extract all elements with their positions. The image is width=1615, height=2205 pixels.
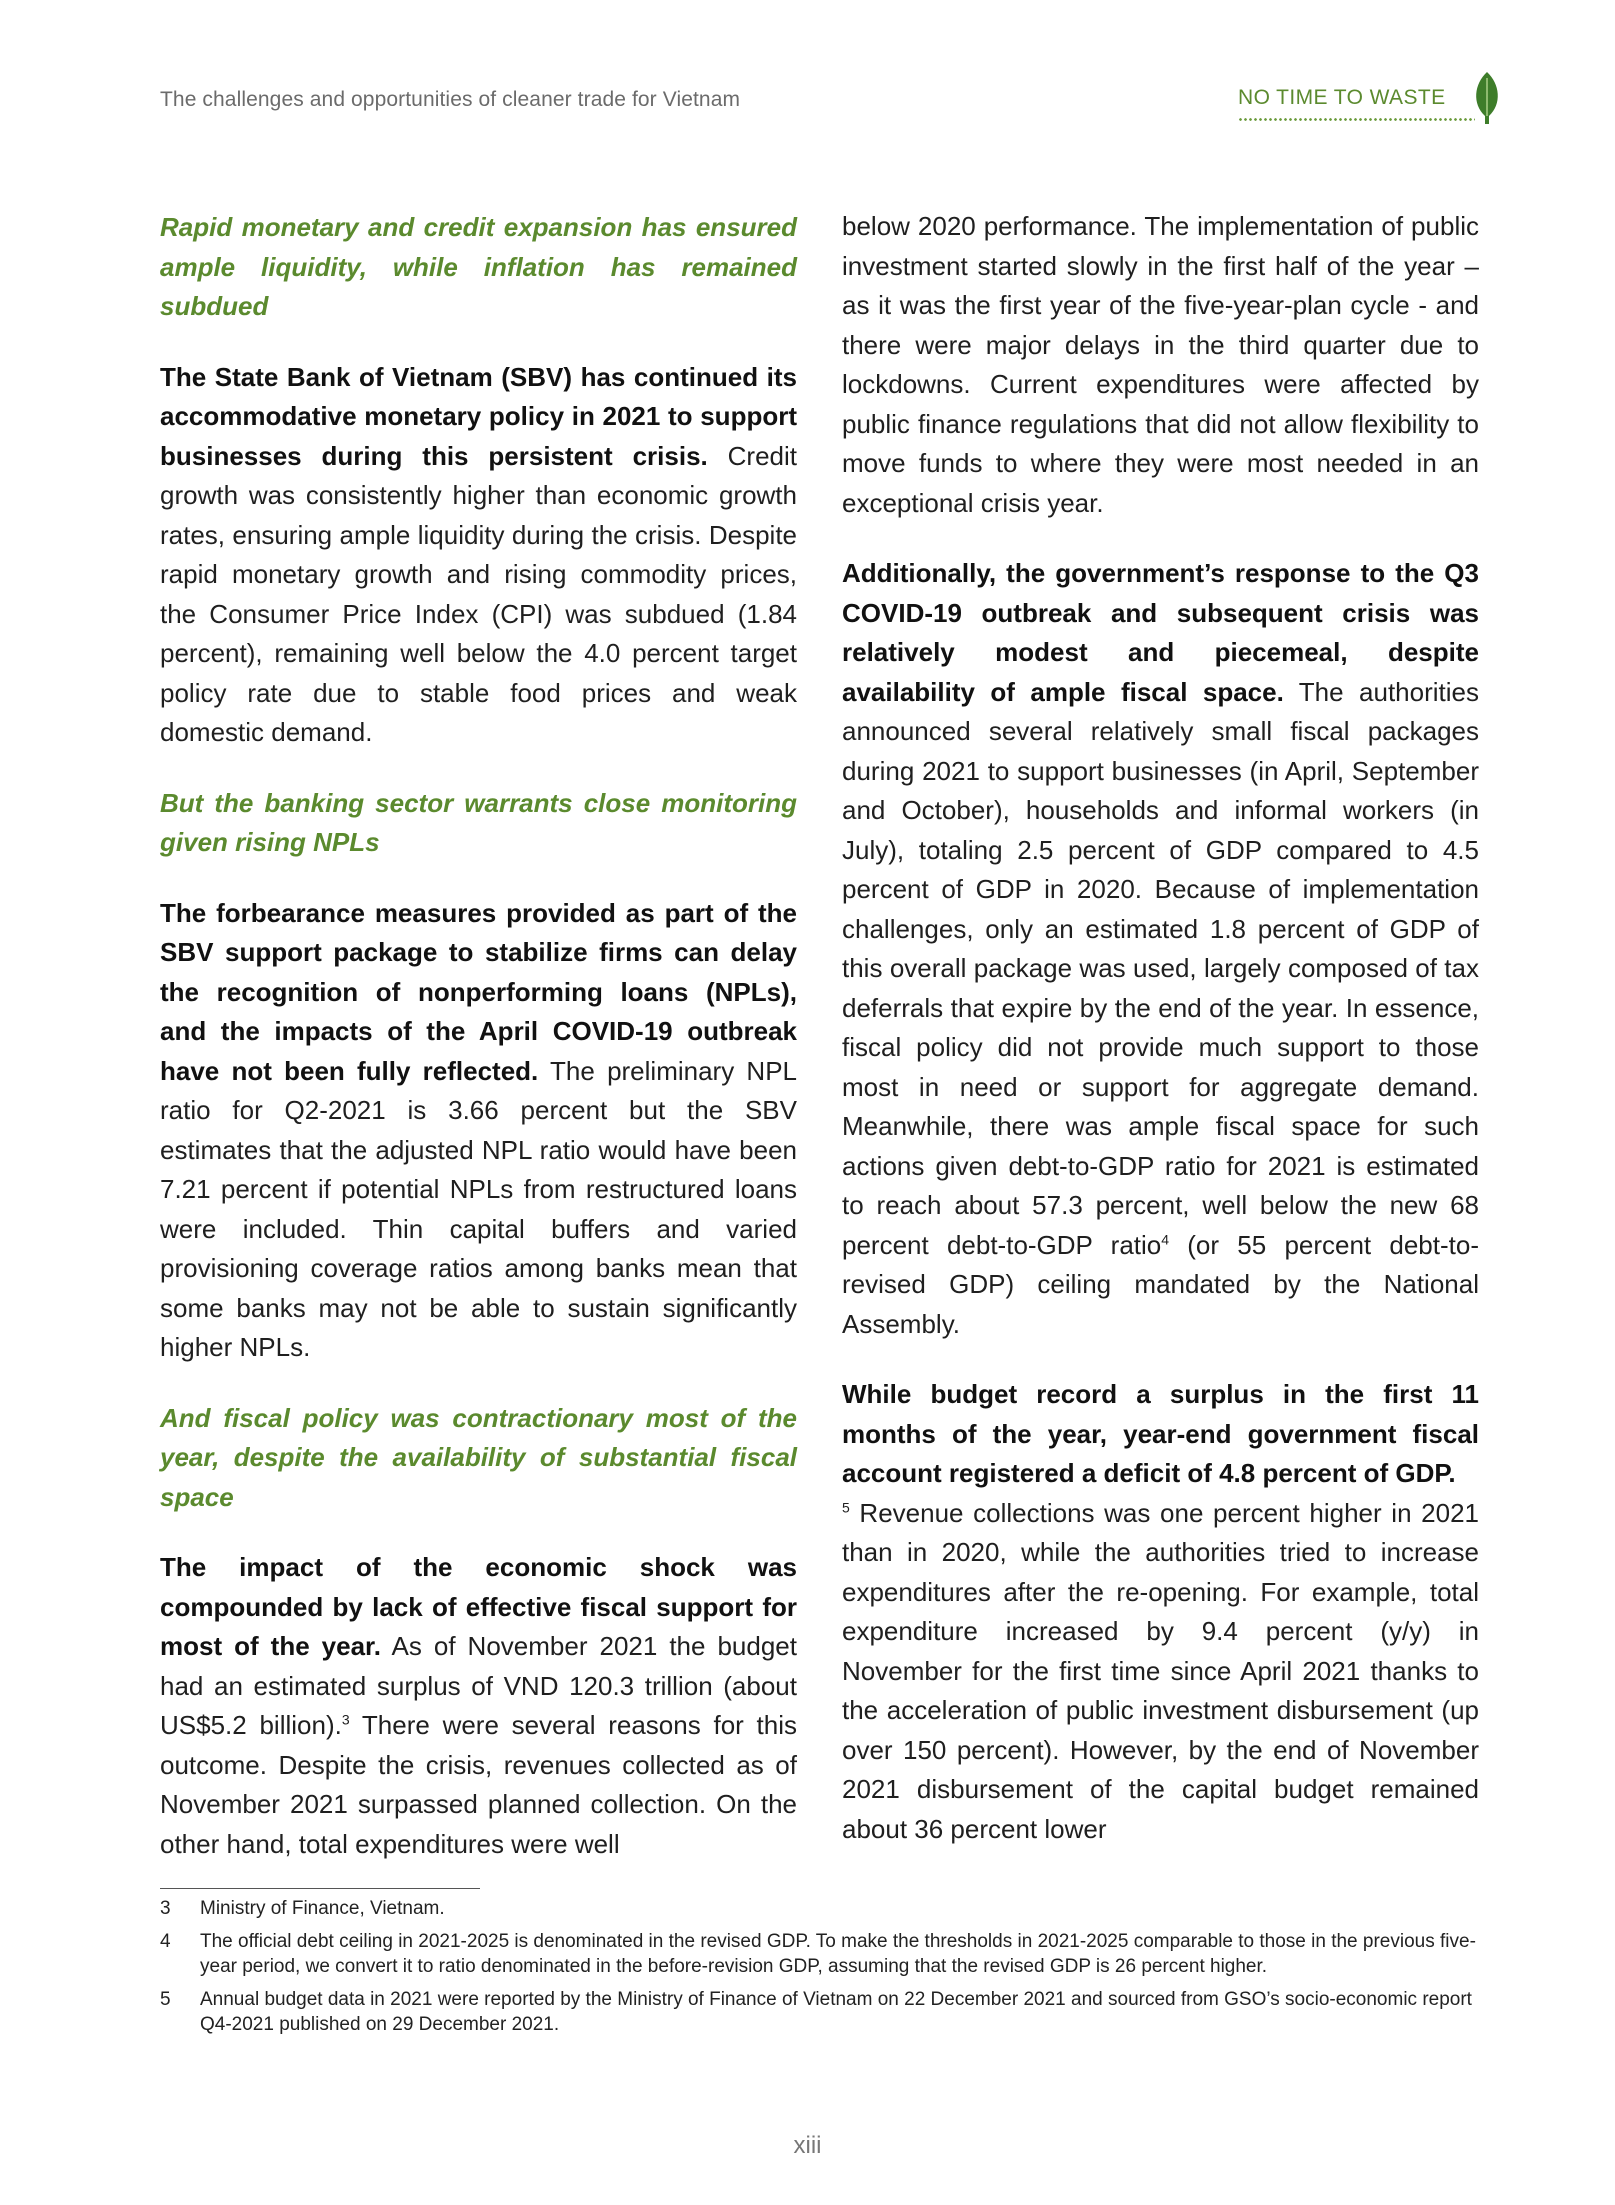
section-heading-monetary: Rapid monetary and credit expansion has ensured ample liquidity, while inflation has remained subdued xyxy=(160,212,797,321)
left-column xyxy=(160,208,797,1864)
footnote-item xyxy=(160,1929,1480,1979)
paragraph-monetary xyxy=(160,358,797,753)
section-heading-fiscal: And fiscal policy was contractionary most of the year, despite the availability of substantial fiscal space xyxy=(160,1402,797,1512)
footnote-ref-3[interactable]: 3 xyxy=(341,1711,350,1728)
paragraph-body: As of November 2021 the budget had an estimated surplus of VND 120.3 trillion (about US$5.2 billion). xyxy=(160,1631,797,1740)
right-column xyxy=(842,207,1479,1849)
paragraph-budget-deficit xyxy=(842,1375,1479,1849)
paragraph-body: The authorities announced several relatively small fiscal packages during 2021 to support businesses (in April, September and October), households and informal workers (in July), totaling 2.5 percent of GDP compared to 4.5 percent of GDP in 2020. Because of implementation challenges, only an estimated 1.8 percent of GDP of this overall package was used, largely composed of tax deferrals that expire by the end of the year. In essence, fiscal policy did not provide much support to those most in need or support for aggregate demand. Meanwhile, there was ample fiscal space for such actions given debt-to-GDP ratio for 2021 is estimated to reach about 57.3 percent, well below the new 68 percent debt-to-GDP ratio xyxy=(842,676,1479,1260)
paragraph-body: (or 55 percent debt-to-revised GDP) ceiling mandated by the National Assembly. xyxy=(842,1229,1479,1339)
footnote-number: 5 xyxy=(160,1989,171,2010)
footnote-ref-4[interactable]: 4 xyxy=(1161,1230,1170,1247)
paragraph-lead: Additionally, the government’s response to the Q3 COVID-19 outbreak and subsequent crisis was relatively modest and piecemeal, despite availability of ample fiscal space. xyxy=(842,558,1479,707)
paragraph-body: Credit growth was consistently higher than economic growth rates, ensuring ample liquidity during the crisis. Despite rapid monetary growth and rising commodity prices, the Consumer Price Index (CPI) was subdued (1.84 percent), remaining well below the 4.0 percent target policy rate due to stable food prices and weak domestic demand. xyxy=(160,440,798,747)
footnotes xyxy=(160,1896,1480,2045)
paragraph-banking xyxy=(160,894,797,1368)
page-number: xiii xyxy=(793,2132,822,2159)
section-heading-banking: But the banking sector warrants close monitoring given rising NPLs xyxy=(160,787,797,857)
paragraph-body: The preliminary NPL ratio for Q2-2021 is 3.66 percent but the SBV estimates that the adjusted NPL ratio would have been 7.21 percent if potential NPLs from restructured loans were included. Thin capital buffers and varied provisioning coverage ratios among banks mean that some banks may not be able to sustain significantly higher NPLs. xyxy=(160,1055,798,1362)
footnote-number: 3 xyxy=(160,1898,171,1919)
paragraph-body: There were several reasons for this outcome. Despite the crisis, revenues collected as of November 2021 surpassed planned collection. On the other hand, total expenditures were well xyxy=(160,1710,798,1859)
paragraph-body: Revenue collections was one percent higher in 2021 than in 2020, while the authorities tried to increase expenditures after the re-opening. For example, total expenditure increased by 9.4 percent (y/y) in November for the first time since April 2021 thanks to the acceleration of public investment disbursement (up over 150 percent). However, by the end of November 2021 disbursement of the capital budget remained about 36 percent lower xyxy=(842,1497,1479,1844)
running-header-title: The challenges and opportunities of cleaner trade for Vietnam xyxy=(160,88,741,111)
footnote-text: Annual budget data in 2021 were reported by the Ministry of Finance of Vietnam on 22 December 2021 and sourced from GSO’s socio-economic report Q4-2021 published on 29 December 2021. xyxy=(200,1989,1472,2035)
leaf-icon xyxy=(1472,70,1502,126)
paragraph-expenditures: below 2020 performance. The implementation of public investment started slowly in the first half of the year – as it was the first year of the five-year-plan cycle - and there were major delays in the third quarter due to lockdowns. Current expenditures were affected by public finance regulations that did not allow flexibility to move funds to where they were most needed in an exceptional crisis year. xyxy=(842,211,1479,518)
dotted-rule xyxy=(1238,118,1475,121)
paragraph-lead: The State Bank of Vietnam (SBV) has continued its accommodative monetary policy in 2021 to support businesses during this persistent crisis. xyxy=(160,361,797,471)
paragraph-fiscal-shock xyxy=(160,1548,797,1864)
footnote-item xyxy=(160,1896,1480,1921)
footnote-text: The official debt ceiling in 2021-2025 is denominated in the revised GDP. To make the thresholds in 2021-2025 comparable to those in the previous five-year period, we convert it to ratio denominated in the before-revision GDP, assuming that the revised GDP is 26 percent higher. xyxy=(200,1931,1476,1977)
footnote-divider xyxy=(160,1888,480,1889)
paragraph-lead: While budget record a surplus in the first 11 months of the year, year-end government fiscal account registered a deficit of 4.8 percent of GDP. xyxy=(842,1379,1479,1488)
paragraph-fiscal-response xyxy=(842,554,1479,1344)
brand-block xyxy=(1238,86,1478,121)
brand-label: NO TIME TO WASTE xyxy=(1238,86,1446,109)
footnote-item xyxy=(160,1987,1480,2037)
footnote-number: 4 xyxy=(160,1931,171,1952)
paragraph-lead: The impact of the economic shock was compounded by lack of effective fiscal support for most of the year. xyxy=(160,1552,797,1661)
footnote-ref-5[interactable]: 5 xyxy=(842,1498,850,1515)
paragraph-lead: The forbearance measures provided as part of the SBV support package to stabilize firms can delay the recognition of nonperforming loans (NPLs), and the impacts of the April COVID-19 outbreak have not been fully reflected. xyxy=(160,897,797,1086)
footnote-text: Ministry of Finance, Vietnam. xyxy=(200,1898,445,1919)
